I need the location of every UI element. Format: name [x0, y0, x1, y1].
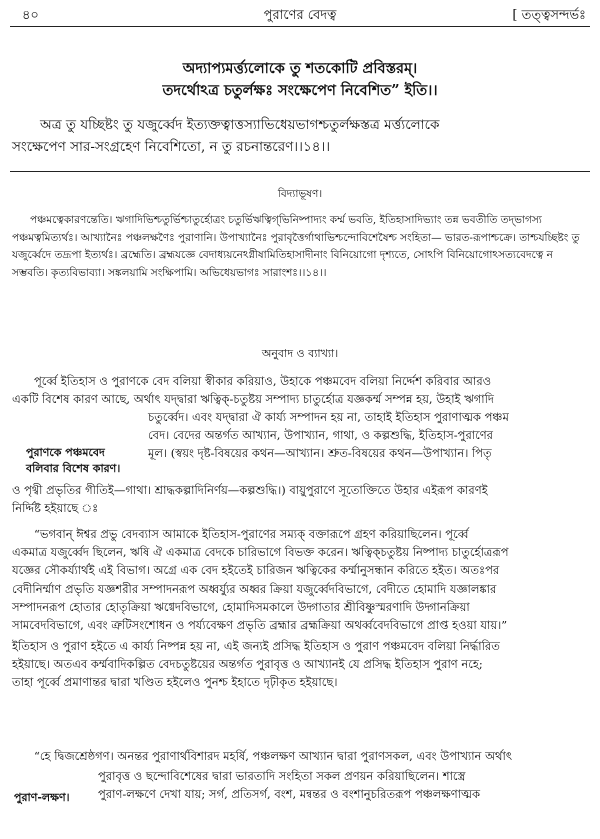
verse-line-1: অদ্যাপ্যমর্ত্ত্যলোকে তু শতকোটি প্রবিস্তরম্‌।: [182, 60, 418, 77]
commentary-line: সঙ্কলয়ামি সংক্ষিপামি। অভিধেয়ভাগঃ সারাংশঃ।।১৪।।: [108, 266, 327, 279]
translation-para-1-tail: [12, 481, 588, 517]
para3-line: পুরাণ-লক্ষণে দেখা যায়; সর্গ, প্রতিসর্গ, বংশ, মন্বন্তর ও বংশানুচরিতরূপ পঞ্চলক্ষণাত্মক: [98, 787, 481, 802]
para1-line: নির্দ্দিষ্ট হইয়াছে ঃ: [12, 501, 99, 516]
translation-para-1: [12, 372, 588, 408]
para2-line: ইতিহাস ও পুরাণ হইতে এ কার্য্য নিষ্পন্ন হয় না, এই জন্যই প্রসিদ্ধ ইতিহাস ও পুরাণ পঞ্চমবেদ বলিয়া নির্দ্ধারিত: [12, 639, 500, 653]
para2-line: হইয়াছে। অতএব কর্ম্মবাদিকল্পিত বেদচতুষ্টয়ের অন্তর্গত পুরাবৃত্ত ও আখ্যানই যে প্রসিদ্ধ ইতিহাস পুরাণ নহে;: [12, 657, 483, 672]
para1-line: একটি বিশেষ কারণ আছে, অর্থাৎ যদ্দ্বারা ঋত্বিক্‌-চতুষ্টয় সম্পাদ্য চাতুর্হোত্র যজ্ঞকর্ম্ম সম্পন্ন হয়, উহাই ঋগাদি: [12, 392, 494, 407]
running-title: পুরাণের বেদত্ব: [263, 8, 337, 23]
vayu-purana-quote: [12, 525, 588, 634]
verse-line-2: তদর্থোঽত্র চতুর্লক্ষঃ সংক্ষেপেণ নিবেশিত” ইতি।।: [162, 82, 438, 99]
para1-line: চতুর্ব্বেদ। এবং যদ্দ্বারা ঐ কার্য্য সম্পাদন হয় না, তাহাই ইতিহাস পুরাণাত্মক পঞ্চম: [148, 410, 509, 424]
translation-para-2: [12, 637, 588, 692]
sanskrit-line: অত্র তু যচ্ছিষ্টং তু যজুর্ব্বেদ ইত্যক্তত্বাত্তস্যাভিধেয়ভাগশ্চতুর্লক্ষস্তত্র মর্ত্ত্যলোকে: [40, 117, 440, 133]
translation-heading: অনুবাদ ও ব্যাখ্যা।: [261, 347, 339, 360]
translation-para-1-wrapped: [148, 408, 588, 463]
quote-line: সামবেদবিভাগে, এবং ত্রুটিসংশোধন ও পর্য্যবেক্ষণ প্রভৃতি ব্রহ্মার ব্রহ্মক্রিয়া অথর্ব্ববেদবিভাগে প্রাপ্ত হওয়া যায়।”: [12, 618, 508, 633]
para1-line: ও পৃথ্বী প্রভৃতির গীতিই—গাথা। শ্রাদ্ধকল্পাদিনির্ণয়—কল্পশুদ্ধি।) বায়ুপুরাণে সূতোক্তিতে উহার এইরূপ কারণই: [12, 483, 488, 497]
para1-line: মূল। (স্বয়ং দৃষ্ট-বিষয়ের কথন—আখ্যান। শ্রুত-বিষয়ের কথন—উপাখ্যান। পিতৃ: [148, 446, 492, 461]
side-label-line: বলিবার বিশেষ কারণ।: [26, 462, 121, 475]
quote-line: “ভগবান্‌ ঈশ্বর প্রভু বেদব্যাস আমাকে ইতিহাস-পুরাণের সম্যক্‌ বক্তারূপে গ্রহণ করিয়াছিলেন। পূর্ব্বে: [34, 527, 469, 541]
commentary-line: বেদাধ্যয়নেঽগ্নীষামিতিহাসাদীনাং বিনিয়োগো দৃশ্যতে, সোঽপি বিনিয়োগোঽসত্যবেদত্বে ন সম্ভবতি। কৃত্যবিভাব্যা।: [12, 249, 553, 279]
sanskrit-paragraph: [12, 114, 588, 158]
translation-para-3-rest: [98, 767, 588, 803]
commentary-line: ভবতীতি তদ্‌ভাগস্য পঞ্চমত্বমিত্যর্থঃ। আখ্যানৈঃ পঞ্চলক্ষণৈঃ পুরাণানি। উপাখ্যানৈঃ পুরাবৃত্তৈর্গাথাভিশ্চন্দোবিশেষৈশ্চ: [12, 214, 542, 244]
para2-line: তাহা পূর্ব্বে প্রমাণান্তর দ্বারা খণ্ডিত হইলেও পুনশ্চ ইহাতে দৃঢ়ীকৃত হইয়াছে।: [12, 675, 338, 690]
quote-line: একমাত্র যজুর্ব্বেদ ছিলেন, ঋষি ঐ একমাত্র বেদকে চারিভাগে বিভক্ত করেন। ঋত্বিক্‌চতুষ্টয় নিষ্পাদ্য চাতুর্হোত্ররূপ: [12, 545, 509, 560]
side-label-line: পুরাণকে পঞ্চমবেদ: [26, 446, 105, 459]
side-label-purana-lakshana: পুরাণ-লক্ষণ।: [14, 791, 70, 804]
commentary-line: পঞ্চমত্বেকারণন্তেতি। ঋগাদিভিশ্চতুর্ভিশ্চাতুর্হোত্রং চতুর্ভিঋত্বিগ্‌ভিনিষ্পাদ্যং কর্ম্ম ভবতি, ইতিহাসাদিভ্যাং তন্ন: [30, 214, 459, 226]
quote-line: বেদীনির্ম্মাণ প্রভৃতি যজ্ঞশরীর সম্পাদনরূপ অধ্বর্য্যুর অধ্বর ক্রিয়া যজুর্ব্বেদবিভাগে, বেদীতে হোমাদি যজ্ঞালঙ্কার: [12, 581, 497, 596]
header-rule: [10, 26, 590, 27]
section-rule: [10, 171, 590, 172]
commentary-heading: বিদ্যাভূষণ।: [277, 188, 323, 200]
quote-line: সম্পাদনরূপ হোতার হোতৃক্রিয়া ঋগ্বেদবিভাগে, হোমাদিসমকালে উদ্গাতার শ্রীবিষ্ণুস্মরণাদি উদ্গানক্রিয়া: [12, 599, 470, 614]
section-label: [ তত্ত্বসন্দর্ভঃ: [512, 8, 586, 23]
para3-line: পুরাবৃত্ত ও ছন্দোবিশেষের দ্বারা ভারতাদি সংহিতা সকল প্রণয়ন করিয়াছিলেন। শাস্ত্রে: [98, 769, 466, 783]
quote-line: যজ্ঞের সৌকর্য্যার্থই এই বিভাগ। অগ্রে এক বেদ হইতেই চারিজন ঋত্বিকের কর্ম্মানুসন্ধান করিতে হইত। অতঃপর: [12, 563, 500, 578]
translation-para-3-first: “হে দ্বিজশ্রেষ্ঠগণ। অনন্তর পুরাণার্থবিশারদ মহর্ষি, পঞ্চলক্ষণ আখ্যান দ্বারা পুরাণসকল, এবং উপাখ্যান অর্থাৎ: [34, 749, 512, 763]
side-label-fifth-veda: [26, 445, 146, 477]
commentary-block: [12, 212, 588, 282]
para1-line: বেদ। বেদের অন্তর্গত আখ্যান, উপাখ্যান, গাথা, ও কল্পশুদ্ধি, ইতিহাস-পুরাণের: [148, 428, 494, 443]
commentary-line: সংহিতা— ভারত-রূপাশ্চক্রে। তাশ্চযচ্ছিষ্টং তু যজুর্ব্বেদে তদ্রূপা ইত্যর্থঃ। ব্রহ্মেতি। ব্রহ্মযজ্ঞে: [12, 231, 580, 261]
para1-line: পূর্ব্বে ইতিহাস ও পুরাণকে বেদ বলিয়া স্বীকার করিয়াও, উহাকে পঞ্চমবেদ বলিয়া নির্দ্দেশ করিবার আরও: [34, 374, 492, 388]
sanskrit-line: সংক্ষেপেণ সার-সংগ্রহেণ নিবেশিতো, ন তু রচনান্তরেণ।।১৪।।: [12, 139, 331, 155]
page-number: ৪০: [22, 8, 39, 23]
